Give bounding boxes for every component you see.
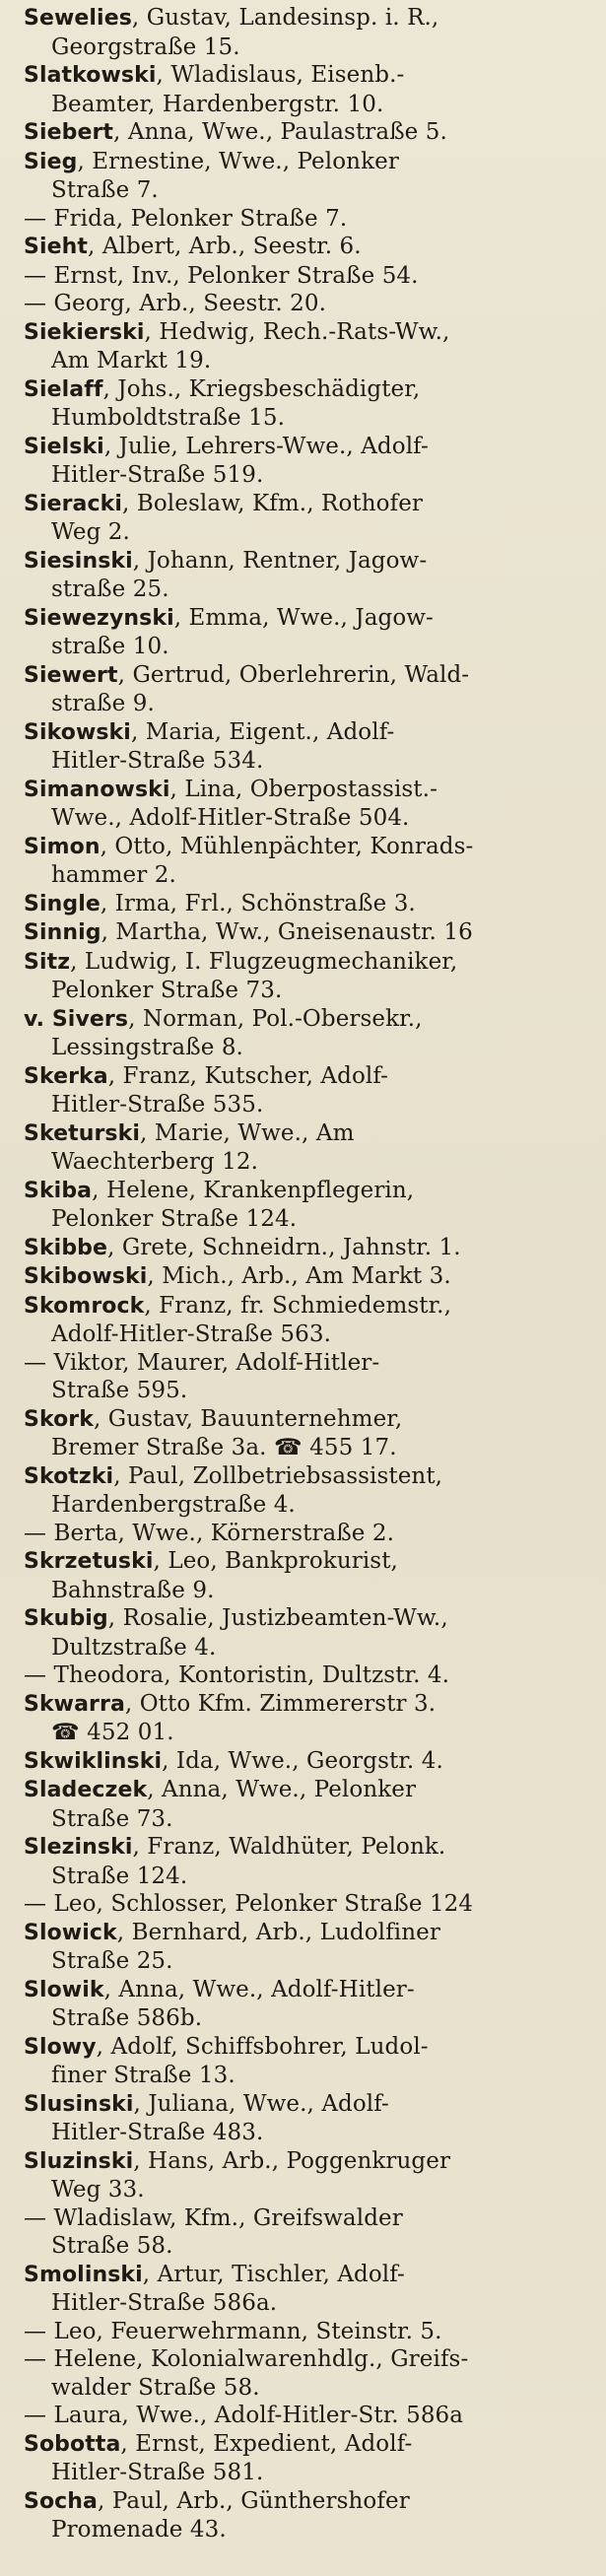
entry-first-line: v. Sivers, Norman, Pol.-Obersekr.,	[24, 1005, 423, 1032]
entry-continuation-line: Hitler-Straße 586a.	[51, 2290, 278, 2316]
entry-first-line: Single, Irma, Frl., Schönstraße 3.	[24, 890, 416, 916]
entry-surname: Sladeczek	[24, 1778, 148, 1802]
directory-entry	[24, 148, 596, 205]
entry-first-line: Sieg, Ernestine, Wwe., Pelonker	[24, 148, 399, 174]
directory-entry	[24, 948, 596, 1005]
entry-first-line: Siewert, Gertrud, Oberlehrerin, Wald-	[24, 661, 470, 688]
entry-continuation-line: Straße 595.	[51, 1378, 188, 1403]
directory-entry	[24, 375, 596, 433]
directory-entry	[24, 776, 596, 833]
entry-continuation-line: straße 10.	[51, 634, 169, 659]
entry-first-line: Slatkowski, Wladislaus, Eisenb.-	[24, 62, 405, 88]
entry-first-line: Siesinski, Johann, Rentner, Jagow-	[24, 547, 428, 574]
entry-first-line: Socha, Paul, Arb., Günthershofer	[24, 2487, 410, 2514]
entry-first-line: — Laura, Wwe., Adolf-Hitler-Str. 586a	[24, 2403, 464, 2428]
entry-first-line: Siewezynski, Emma, Wwe., Jagow-	[24, 604, 434, 631]
directory-entry	[24, 1661, 596, 1690]
entry-first-line: — Leo, Feuerwehrmann, Steinstr. 5.	[24, 2318, 442, 2344]
directory-entry	[24, 547, 596, 604]
entry-first-line: — Berta, Wwe., Körnerstraße 2.	[24, 1520, 395, 1546]
entry-first-line: Skubig, Rosalie, Justizbeamten-Ww.,	[24, 1605, 448, 1631]
entry-first-line: Sieracki, Boleslaw, Kfm., Rothofer	[24, 490, 424, 516]
directory-entry	[24, 718, 596, 776]
directory-entry	[24, 2204, 596, 2261]
entry-first-line: Skibowski, Mich., Arb., Am Markt 3.	[24, 1263, 451, 1289]
entry-continuation-line: Straße 124.	[51, 1863, 188, 1889]
entry-surname: Sobotta	[24, 2431, 121, 2457]
entry-surname: Sielski	[24, 434, 104, 459]
directory-entry	[24, 1349, 596, 1405]
directory-entry	[24, 1005, 596, 1062]
entry-continuation-line: Hardenbergstraße 4.	[51, 1492, 296, 1518]
entry-continuation-line: Humboldtstraße 15.	[51, 405, 285, 431]
entry-surname: Simanowski	[24, 777, 170, 802]
entry-surname: Sikowski	[24, 719, 131, 745]
entry-first-line: Simon, Otto, Mühlenpächter, Konrads-	[24, 833, 474, 859]
entry-continuation-line: Dultzstraße 4.	[51, 1634, 217, 1661]
entry-surname: Sieg	[24, 149, 78, 174]
entry-continuation-line: straße 9.	[51, 691, 155, 716]
entry-surname: Skrzetuski	[24, 1549, 154, 1574]
entry-surname: Smolinski	[24, 2262, 143, 2287]
directory-entry	[24, 1747, 596, 1777]
entry-continuation-line: Weg 33.	[51, 2177, 145, 2203]
entry-first-line: Sieht, Albert, Arb., Seestr. 6.	[24, 234, 362, 259]
entry-surname: Siekierski	[24, 319, 145, 345]
directory-entry	[24, 1890, 596, 1919]
entry-first-line: Sielaff, Johs., Kriegsbeschädigter,	[24, 375, 421, 402]
entry-first-line: — Viktor, Maurer, Adolf-Hitler-	[24, 1349, 380, 1376]
directory-entry	[24, 604, 596, 661]
directory-entry	[24, 1405, 596, 1462]
entry-first-line: Skerka, Franz, Kutscher, Adolf-	[24, 1062, 389, 1089]
entry-surname: Single	[24, 891, 101, 916]
entry-continuation-line: Straße 586b.	[51, 2005, 203, 2031]
entry-continuation-line: Beamter, Hardenbergstr. 10.	[51, 91, 384, 117]
entry-surname: Sieht	[24, 235, 88, 259]
entry-continuation-line: Pelonker Straße 124.	[51, 1206, 298, 1232]
directory-entry	[24, 433, 596, 490]
directory-entry	[24, 1462, 596, 1520]
entry-continuation-line: Straße 25.	[51, 1948, 173, 1974]
entry-surname: Slusinski	[24, 2091, 134, 2117]
entry-continuation-line: Straße 73.	[51, 1805, 173, 1832]
entry-continuation-line: Hitler-Straße 535.	[51, 1092, 264, 1118]
entry-continuation-line: Georgstraße 15.	[51, 34, 240, 60]
directory-entry	[24, 2487, 596, 2544]
directory-entry	[24, 918, 596, 948]
entry-first-line: Siebert, Anna, Wwe., Paulastraße 5.	[24, 119, 447, 145]
directory-entry	[24, 205, 596, 234]
entry-surname: Skotzki	[24, 1463, 114, 1489]
entry-surname: Siewert	[24, 662, 118, 688]
entry-first-line: Skibbe, Grete, Schneidrn., Jahnstr. 1.	[24, 1234, 461, 1260]
directory-entry	[24, 2318, 596, 2346]
directory-entry	[24, 233, 596, 262]
entry-surname: Skibowski	[24, 1264, 148, 1289]
directory-entry	[24, 1062, 596, 1119]
entry-first-line: Skwarra, Otto Kfm. Zimmererstr 3.	[24, 1690, 437, 1717]
entry-continuation-line: Hitler-Straße 519.	[51, 462, 264, 488]
entry-surname: Siesinski	[24, 548, 133, 574]
directory-entry	[24, 2402, 596, 2430]
directory-entry	[24, 1976, 596, 2033]
directory-entry	[24, 1262, 596, 1292]
entry-surname: Siewezynski	[24, 605, 174, 631]
directory-entry	[24, 661, 596, 718]
entry-continuation-line: Wwe., Adolf-Hitler-Straße 504.	[51, 805, 410, 831]
entry-surname: Sinnig	[24, 920, 101, 945]
directory-entry	[24, 1776, 596, 1833]
entry-first-line: Sewelies, Gustav, Landesinsp. i. R.,	[24, 5, 439, 31]
directory-entry	[24, 1234, 596, 1263]
directory-entry	[24, 2090, 596, 2147]
entry-surname: Sluzinski	[24, 2148, 134, 2174]
entry-surname: Slezinski	[24, 1835, 133, 1860]
entry-surname: Socha	[24, 2488, 99, 2514]
directory-entry	[24, 490, 596, 547]
entry-surname: Skubig	[24, 1606, 108, 1631]
entry-continuation-line: straße 25.	[51, 576, 169, 602]
entry-first-line: Skwiklinski, Ida, Wwe., Georgstr. 4.	[24, 1747, 443, 1774]
entry-first-line: Skomrock, Franz, fr. Schmiedemstr.,	[24, 1292, 452, 1319]
entry-surname: Siebert	[24, 120, 114, 145]
entry-first-line: Sobotta, Ernst, Expedient, Adolf-	[24, 2430, 413, 2457]
entry-first-line: Slusinski, Juliana, Wwe., Adolf-	[24, 2090, 389, 2117]
entry-continuation-line: ☎ 452 01.	[51, 1720, 174, 1745]
directory-entry	[24, 2261, 596, 2318]
entry-first-line: Skotzki, Paul, Zollbetriebsassistent,	[24, 1462, 443, 1489]
entry-surname: Skomrock	[24, 1293, 145, 1319]
entry-first-line: Sladeczek, Anna, Wwe., Pelonker	[24, 1777, 417, 1802]
entry-continuation-line: hammer 2.	[51, 862, 176, 888]
entry-surname: Sewelies	[24, 6, 132, 31]
entry-first-line: Sinnig, Martha, Ww., Gneisenaustr. 16	[24, 919, 473, 945]
directory-entry	[24, 1833, 596, 1890]
entry-first-line: Slowick, Bernhard, Arb., Ludolfiner	[24, 1919, 440, 1945]
entry-surname: Skwarra	[24, 1691, 125, 1717]
directory-entry	[24, 2033, 596, 2090]
directory-entry	[24, 2345, 596, 2402]
entry-first-line: Sluzinski, Hans, Arb., Poggenkruger	[24, 2147, 451, 2174]
entry-continuation-line: Waechterberg 12.	[51, 1149, 259, 1175]
entry-first-line: — Helene, Kolonialwarenhdlg., Greifs-	[24, 2346, 469, 2372]
directory-entry	[24, 1919, 596, 1976]
entry-first-line: — Wladislaw, Kfm., Greifswalder	[24, 2204, 403, 2231]
entry-first-line: Skork, Gustav, Bauunternehmer,	[24, 1405, 403, 1432]
entry-surname: Sketurski	[24, 1120, 141, 1146]
entry-continuation-line: Promenade 43.	[51, 2517, 227, 2542]
entry-first-line: Slowik, Anna, Wwe., Adolf-Hitler-	[24, 1976, 415, 2002]
entry-surname: Skwiklinski	[24, 1748, 163, 1774]
entry-first-line: Siekierski, Hedwig, Rech.-Rats-Ww.,	[24, 318, 450, 345]
entry-first-line: Sielski, Julie, Lehrers-Wwe., Adolf-	[24, 433, 429, 459]
entry-first-line: — Theodora, Kontoristin, Dultzstr. 4.	[24, 1662, 450, 1688]
directory-entries	[24, 4, 596, 2544]
entry-continuation-line: Am Markt 19.	[51, 348, 212, 373]
entry-surname: Slatkowski	[24, 63, 157, 88]
directory-entry	[24, 118, 596, 148]
entry-first-line: Simanowski, Lina, Oberpostassist.-	[24, 776, 438, 802]
entry-continuation-line: finer Straße 13.	[51, 2063, 236, 2088]
entry-first-line: Sketurski, Marie, Wwe., Am	[24, 1119, 355, 1146]
entry-surname: Skibbe	[24, 1235, 108, 1260]
entry-first-line: — Leo, Schlosser, Pelonker Straße 124	[24, 1891, 474, 1917]
directory-entry	[24, 262, 596, 291]
directory-entry	[24, 1119, 596, 1177]
entry-first-line: Skiba, Helene, Krankenpflegerin,	[24, 1177, 415, 1203]
entry-first-line: Sikowski, Maria, Eigent., Adolf-	[24, 718, 395, 745]
directory-entry	[24, 1604, 596, 1661]
entry-surname: Skiba	[24, 1178, 93, 1203]
entry-first-line: — Georg, Arb., Seestr. 20.	[24, 291, 327, 316]
entry-first-line: Slowy, Adolf, Schiffsbohrer, Ludol-	[24, 2033, 429, 2060]
entry-continuation-line: Adolf-Hitler-Straße 563.	[51, 1322, 331, 1347]
directory-entry	[24, 1547, 596, 1604]
directory-entry	[24, 1520, 596, 1548]
entry-continuation-line: Hitler-Straße 581.	[51, 2460, 264, 2485]
directory-entry	[24, 61, 596, 118]
entry-first-line: — Frida, Pelonker Straße 7.	[24, 205, 348, 232]
entry-continuation-line: walder Straße 58.	[51, 2374, 260, 2401]
entry-continuation-line: Hitler-Straße 483.	[51, 2120, 264, 2145]
entry-surname: Sielaff	[24, 376, 103, 402]
entry-continuation-line: Straße 7.	[51, 177, 159, 203]
entry-continuation-line: Pelonker Straße 73.	[51, 978, 283, 1003]
directory-entry	[24, 290, 596, 318]
entry-continuation-line: Lessingstraße 8.	[51, 1035, 243, 1060]
entry-surname: Simon	[24, 834, 101, 859]
entry-continuation-line: Weg 2.	[51, 519, 130, 545]
entry-first-line: Skrzetuski, Leo, Bankprokurist,	[24, 1548, 398, 1574]
entry-first-line: — Ernst, Inv., Pelonker Straße 54.	[24, 262, 419, 289]
entry-surname: Sitz	[24, 949, 71, 975]
directory-entry	[24, 833, 596, 890]
directory-entry	[24, 2430, 596, 2487]
entry-surname: Skork	[24, 1406, 94, 1432]
entry-surname: Sieracki	[24, 491, 123, 516]
entry-continuation-line: Straße 58.	[51, 2233, 173, 2259]
directory-entry	[24, 1177, 596, 1234]
directory-entry	[24, 4, 596, 61]
directory-entry	[24, 318, 596, 375]
entry-surname: Slowick	[24, 1920, 117, 1945]
directory-entry	[24, 2147, 596, 2204]
directory-entry	[24, 890, 596, 919]
entry-first-line: Sitz, Ludwig, I. Flugzeugmechaniker,	[24, 948, 458, 975]
directory-entry	[24, 1292, 596, 1349]
entry-surname: Slowik	[24, 1977, 104, 2002]
entry-first-line: Smolinski, Artur, Tischler, Adolf-	[24, 2261, 405, 2287]
entry-surname: Slowy	[24, 2034, 97, 2060]
entry-first-line: Slezinski, Franz, Waldhüter, Pelonk.	[24, 1834, 446, 1860]
entry-continuation-line: Hitler-Straße 534.	[51, 748, 264, 774]
entry-continuation-line: Bahnstraße 9.	[51, 1577, 215, 1603]
entry-surname: v. Sivers	[24, 1006, 129, 1032]
entry-continuation-line: Bremer Straße 3a. ☎ 455 17.	[51, 1435, 397, 1460]
entry-surname: Skerka	[24, 1063, 108, 1089]
directory-entry	[24, 1690, 596, 1747]
